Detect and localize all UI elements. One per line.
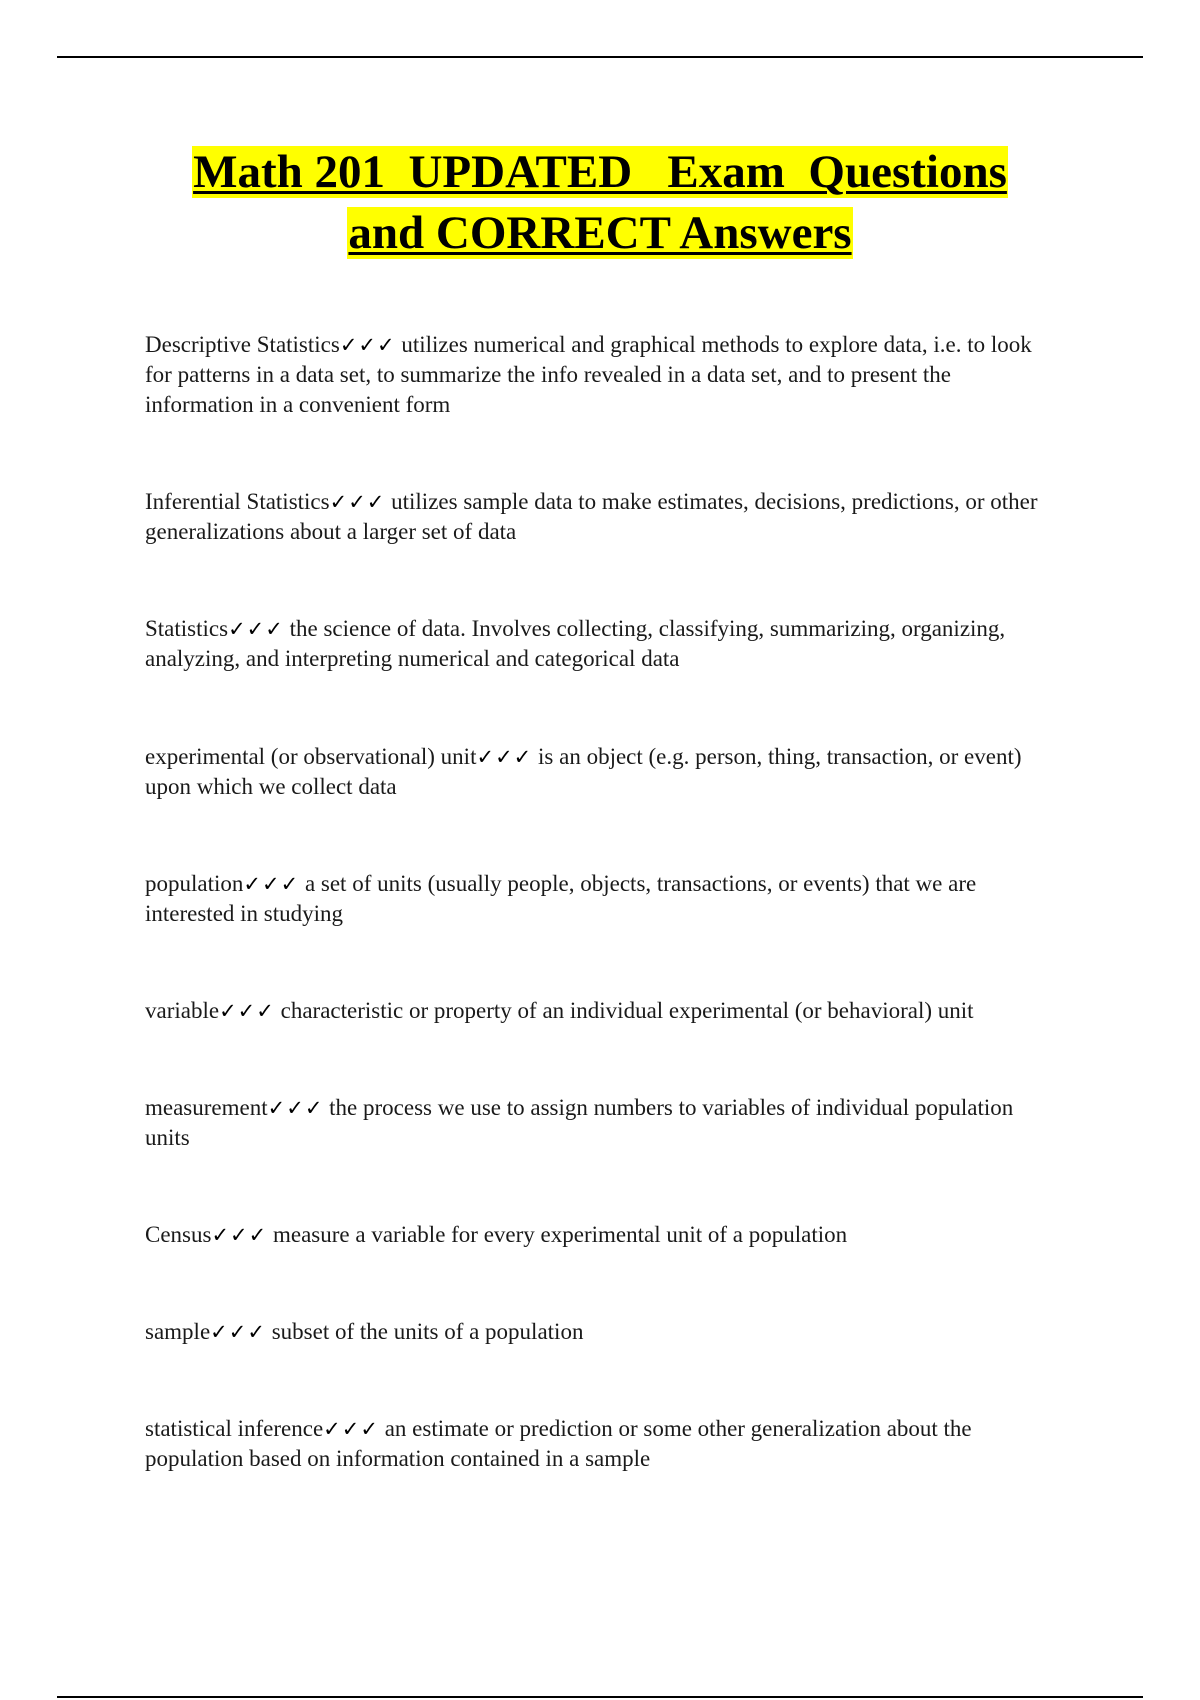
entry-term: measurement	[145, 1095, 268, 1120]
entry-term: Descriptive Statistics	[145, 332, 340, 357]
entry-term: population	[145, 871, 244, 896]
bottom-rule	[57, 1696, 1143, 1698]
check-marks-icon: ✓✓✓	[228, 617, 284, 641]
entry-definition: the science of data. Involves collecting, classifying, summarizing, organizing, analyzing, and interpreting numerical and categorical data	[145, 616, 1006, 671]
entry-definition: utilizes numerical and graphical methods to explore data, i.e. to look for patterns in a data set, to summarize the info revealed in a data set, and to present the information in a convenient form	[145, 332, 1032, 417]
entry-term: Inferential Statistics	[145, 489, 330, 514]
document-title	[0, 142, 1200, 264]
entry-sample	[145, 1317, 1055, 1347]
check-marks-icon: ✓✓✓	[476, 745, 533, 769]
entry-definition: a set of units (usually people, objects, transactions, or events) that we are interested in studying	[145, 871, 977, 926]
entry-term: statistical inference	[145, 1416, 324, 1441]
check-marks-icon: ✓✓✓	[267, 1096, 324, 1120]
check-marks-icon: ✓✓✓	[219, 999, 275, 1023]
entry-term: variable	[145, 998, 220, 1023]
entry-definition: utilizes sample data to make estimates, decisions, predictions, or other generalizations about a larger set of data	[145, 489, 1038, 544]
entry-definition: characteristic or property of an individual experimental (or behavioral) unit	[274, 998, 974, 1023]
entry-definition: measure a variable for every experimental unit of a population	[267, 1222, 848, 1247]
top-rule	[57, 56, 1143, 58]
entry-definition: the process we use to assign numbers to variables of individual population units	[145, 1095, 1014, 1150]
check-marks-icon: ✓✓✓	[323, 1417, 379, 1441]
entry-population	[145, 869, 1055, 929]
check-marks-icon: ✓✓✓	[243, 872, 300, 896]
entry-definition: an estimate or prediction or some other generalization about the population based on information contained in a sample	[145, 1416, 972, 1471]
check-marks-icon: ✓✓✓	[211, 1223, 268, 1247]
entry-inferential-statistics	[145, 487, 1055, 547]
entry-definition: subset of the units of a population	[265, 1319, 584, 1344]
entry-experimental-unit	[145, 742, 1055, 802]
check-marks-icon: ✓✓✓	[329, 490, 386, 514]
entry-descriptive-statistics	[145, 330, 1055, 420]
entry-census	[145, 1220, 1055, 1250]
title-line-1: Math 201 UPDATED Exam Questions	[193, 146, 1007, 198]
entry-statistics	[145, 614, 1055, 674]
entry-variable	[145, 996, 1055, 1026]
title-line-2: and CORRECT Answers	[348, 207, 852, 259]
check-marks-icon: ✓✓✓	[210, 1320, 266, 1344]
check-marks-icon: ✓✓✓	[339, 333, 396, 357]
entry-term: sample	[145, 1319, 211, 1344]
entry-term: Census	[145, 1222, 212, 1247]
entry-term: Statistics	[145, 616, 229, 641]
entry-statistical-inference	[145, 1414, 1055, 1474]
entry-definition: is an object (e.g. person, thing, transaction, or event) upon which we collect data	[145, 744, 1022, 799]
entry-term: experimental (or observational) unit	[145, 744, 477, 769]
entry-measurement	[145, 1093, 1055, 1153]
